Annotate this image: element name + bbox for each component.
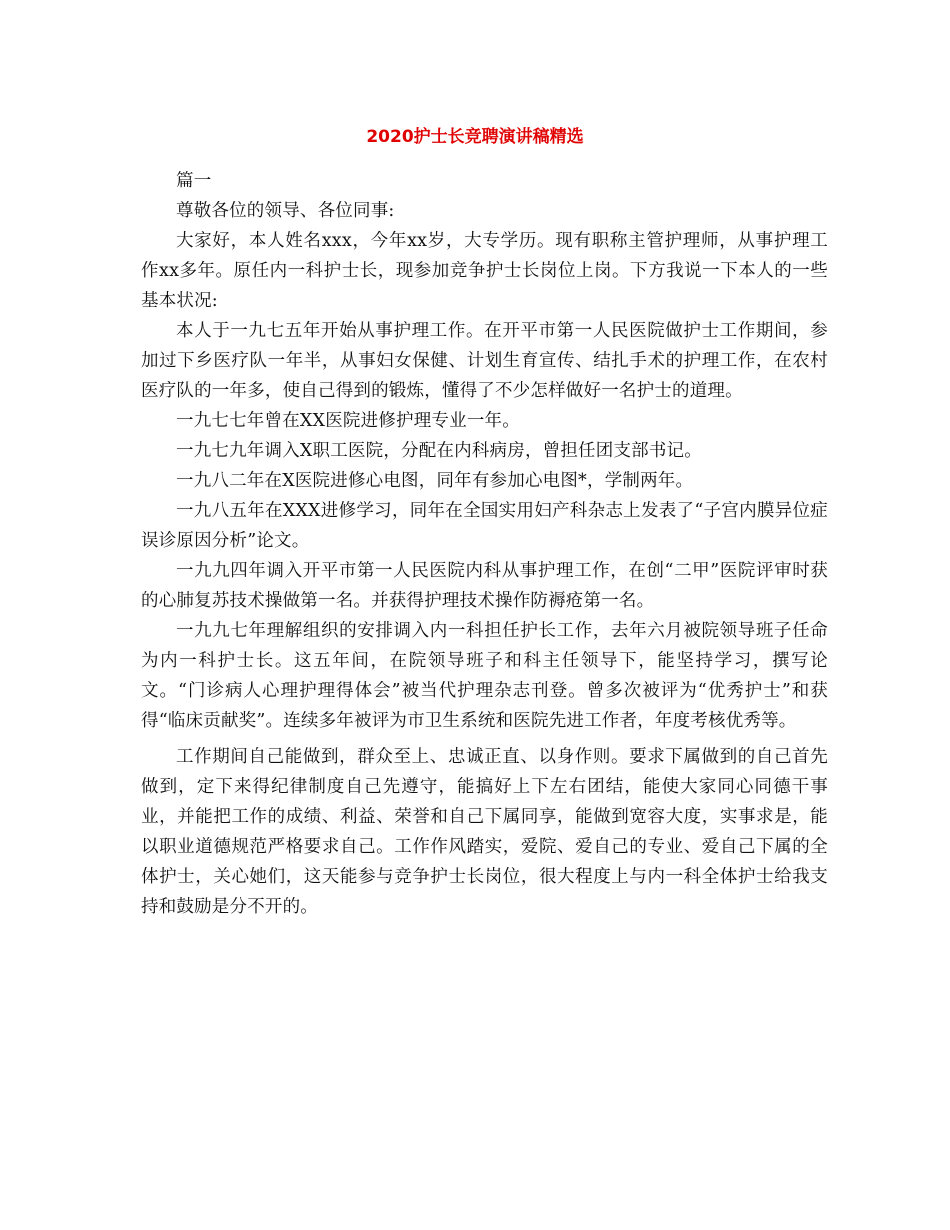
salutation: 尊敬各位的领导、各位同事: (176, 201, 395, 221)
document-body (141, 166, 828, 922)
section-heading: 篇一 (176, 171, 212, 191)
paragraph-1982: 一九八二年在X医院进修心电图，同年有参加心电图*，学制两年。 (176, 471, 694, 491)
paragraph-work-ethic: 工作期间自己能做到，群众至上、忠诚正直、以身作则。要求下属做到的自己首先做到，定下来得纪律制度自己先遵守，能搞好上下左右团结，能使大家同心同德干事业，并能把工作的成绩、利益、荣誉和自己下属同享，能做到宽容大度，实事求是，能以职业道德规范严格要求自己。工作作风踏实，爱院、爱自己的专业、爱自己下属的全体护士，关心她们，这天能参与竞争护士长岗位，很大程度上与内一科全体护士给我支持和鼓励是分不开的。 (141, 747, 828, 917)
paragraph-1979: 一九七九年调入X职工医院，分配在内科病房，曾担任团支部书记。 (176, 441, 702, 461)
paragraph-1994: 一九九四年调入开平市第一人民医院内科从事护理工作，在创“二甲”医院评审时获的心肺复苏技术操做第一名。并获得护理技术操作防褥疮第一名。 (141, 561, 828, 611)
paragraph-1977: 一九七七年曾在XX医院进修护理专业一年。 (176, 411, 520, 431)
document-title: 2020护士长竞聘演讲稿精选 (366, 127, 584, 147)
paragraph-career-start: 本人于一九七五年开始从事护理工作。在开平市第一人民医院做护士工作期间，参加过下乡医疗队一年半，从事妇女保健、计划生育宣传、结扎手术的护理工作，在农村医疗队的一年多，使自己得到的锻炼，懂得了不少怎样做好一名护士的道理。 (141, 321, 828, 401)
paragraph-1985: 一九八五年在XXX进修学习，同年在全国实用妇产科杂志上发表了“子宫内膜异位症误诊原因分析”论文。 (141, 501, 828, 551)
paragraph-intro: 大家好，本人姓名xxx，今年xx岁，大专学历。现有职称主管护理师，从事护理工作xx多年。原任内一科护士长，现参加竞争护士长岗位上岗。下方我说一下本人的一些基本状况: (141, 231, 828, 311)
paragraph-1997: 一九九七年理解组织的安排调入内一科担任护长工作，去年六月被院领导班子任命为内一科护士长。这五年间，在院领导班子和科主任领导下，能坚持学习，撰写论文。“门诊病人心理护理得体会”被当代护理杂志刊登。曾多次被评为“优秀护士”和获得“临床贡献奖”。连续多年被评为市卫生系统和医院先进工作者，年度考核优秀等。 (141, 621, 828, 731)
